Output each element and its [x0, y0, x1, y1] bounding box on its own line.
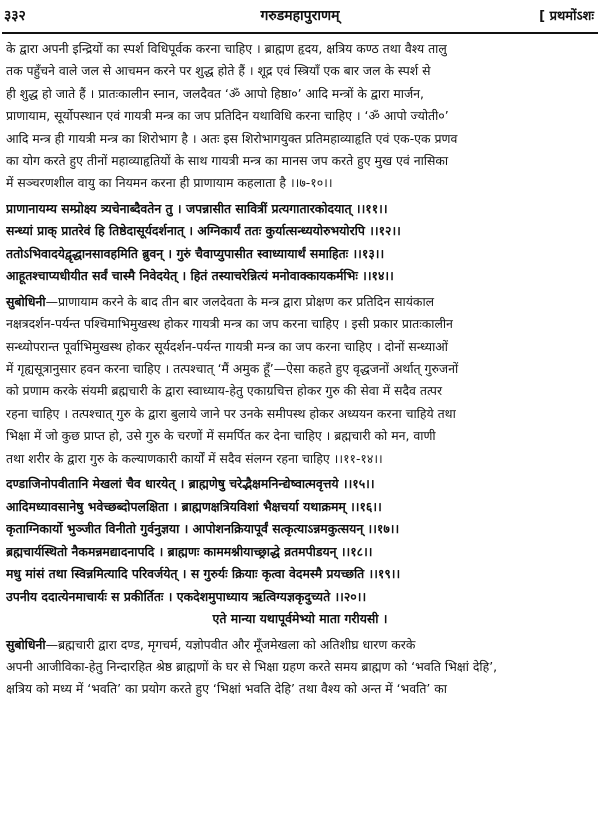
commentary-text: —प्राणायाम करने के बाद तीन बार जलदेवता के मन्त्र द्वारा प्रोक्षण कर प्रतिदिन सायंकाल [45, 293, 435, 309]
text-line: में गृह्यसूत्रानुसार हवन करना चाहिए । तत्पश्चात् ‘मैं अमुक हूँ’—ऐसा कहते हुए वृद्धजनों अर्थात् गुरुजनों [6, 361, 459, 377]
verse-line: आहूतश्चाप्यधीयीत सर्वं चास्मै निवेदयेत् । हितं तस्याचरेन्नित्यं मनोवाक्कायकर्मभिः ।।१४।। [6, 268, 394, 284]
text-line: तथा शरीर के द्वारा गुरु के कल्याणकारी कार्यों में सदैव संलग्न रहना चाहिए ।।११-१४।। [6, 450, 383, 466]
verse-line: प्राणानायम्य सम्प्रोक्ष्य त्र्यचेनाब्दैवतेन तु । जपन्नासीत सावित्रीं प्रत्यगातारकोदयात् ।।११।। [6, 200, 388, 216]
commentary-paragraph-1 [6, 291, 594, 470]
book-title: गरुडमहापुराणम् [260, 8, 340, 24]
verse-block-1 [6, 198, 594, 288]
commentary-text: —ब्रह्मचारी द्वारा दण्ड, मृगचर्म, यज्ञोपवीत और मूँजमेखला को अतिशीघ्र धारण करके [45, 636, 416, 652]
page-body [6, 38, 594, 703]
text-line: रहना चाहिए । तत्पश्चात् गुरु के द्वारा बुलाये जाने पर उनके समीपस्थ होकर अध्ययन करना चाहिये तथा [6, 405, 456, 421]
commentary-lead: सुबोधिनी [6, 636, 46, 652]
text-line: अपनी आजीविका-हेतु निन्दारहित श्रेष्ठ ब्राह्मणों के घर से भिक्षा ग्रहण करते समय ब्राह्मण को ‘भवति भिक्षां देहि’, [6, 659, 498, 674]
verse-line-centered: एते मान्या यथापूर्वमेभ्यो माता गरीयसी । [212, 611, 388, 627]
text-line: को प्रणाम करके संयमी ब्रह्मचारी के द्वारा स्वाध्याय-हेतु एकाग्रचित्त होकर गुरु की सेवा में सदैव तत्पर [6, 383, 443, 399]
verse-line: ब्रह्मचार्यस्थितो नैकमन्नमद्यादनापदि । ब्राह्मणः काममश्नीयाच्छ्राद्धे व्रतमपीडयन् ।।१८।। [6, 543, 373, 559]
text-line: सन्ध्योपरान्त पूर्वाभिमुखस्थ होकर सूर्यदर्शन-पर्यन्त गायत्री मन्त्र का जप करना चाहिए । दोनों सन्ध्याओं [6, 338, 448, 354]
commentary-lead: सुबोधिनी [6, 293, 46, 309]
verse-line: मधु मांसं तथा स्विन्नमित्यादि परिवर्जयेत् । स गुरुर्यः क्रियाः कृत्वा वेदमस्मै प्रयच्छति ।।१९।। [6, 566, 401, 582]
text-line: भिक्षा में जो कुछ प्राप्त हो, उसे गुरु के चरणों में समर्पित कर देना चाहिए । ब्रह्मचारी को मन, वाणी [6, 428, 436, 444]
text-line: आदि मन्त्र ही गायत्री मन्त्र का शिरोभाग है । अतः इस शिरोभागयुक्त प्रतिमहाव्याहृति एवं एक-एक प्रणव [6, 130, 458, 146]
text-line: के द्वारा अपनी इन्द्रियों का स्पर्श विधिपूर्वक करना चाहिए । ब्राह्मण हृदय, क्षत्रिय कण्ठ तथा वैश्य तालु [6, 41, 447, 56]
verse-line: कृताग्निकार्यो भुञ्जीत विनीतो गुर्वनुज्ञया । आपोशनक्रियापूर्वं सत्कृत्याऽन्नमकुत्सयन् ।।१७।। [6, 521, 400, 537]
text-line [6, 634, 594, 656]
verse-line: ततोऽभिवादयेद्वृद्धानसावहमिति ब्रुवन् । गुरुं चैवाप्युपासीत स्वाध्यायार्थं समाहितः ।।१३।। [6, 245, 385, 261]
text-line: तक पहुँचने वाले जल से आचमन करने पर शुद्ध होते हैं । शूद्र एवं स्त्रियाँ एक बार जल के स्पर्श से [6, 63, 431, 79]
page-number: ३३२ [4, 8, 26, 24]
text-line [6, 291, 594, 313]
verse-block-2 [6, 473, 594, 631]
verse-line: आदिमध्यावसानेषु भवेच्छब्दोपलक्षिता । ब्राह्मणक्षत्रियविशां भैक्षचर्या यथाक्रमम् ।।१६।। [6, 498, 382, 514]
verse-line: दण्डाजिनोपवीतानि मेखलां चैव धारयेत् । ब्राह्मणेषु चरेद्भैक्षमनिन्द्येष्वात्मवृत्तये ।।१५।। [6, 476, 375, 492]
text-line: ही शुद्ध हो जाते हैं । प्रातःकालीन स्नान, जलदैवत ‘ॐ आपो हिष्ठा०’ आदि मन्त्रों के द्वारा मार्जन, [6, 85, 424, 101]
text-line: क्षत्रिय को मध्य में ‘भवति’ का प्रयोग करते हुए ‘भिक्षां भवति देहि’ तथा वैश्य को अन्त में ‘भवति’ का [6, 681, 447, 697]
section-label: [ प्रथमोंऽशः [539, 9, 594, 24]
text-line: में सञ्चरणशील वायु का नियमन करना ही प्राणायाम कहलाता है ।।७-१०।। [6, 175, 333, 191]
header-rule [2, 32, 598, 34]
text-line: प्राणायाम, सूर्योपस्थान एवं गायत्री मन्त्र का जप प्रतिदिन यथाविधि करना चाहिए । ‘ॐ आपो ज्योती०’ [6, 108, 449, 124]
text-line: नक्षत्रदर्शन-पर्यन्त पश्चिमाभिमुखस्थ होकर गायत्री मन्त्र का जप करना चाहिए । इसी प्रकार प्रातःकालीन [6, 316, 453, 332]
verse-line: उपनीय ददात्येनमाचार्यः स प्रकीर्तितः । एकदेशमुपाध्याय ऋत्विग्यज्ञकृदुच्यते ।।२०।। [6, 588, 367, 604]
verse-line: सन्ध्यां प्राक् प्रातरेवं हि तिष्ठेदासूर्यदर्शनात् । अग्निकार्यं ततः कुर्यात्सन्ध्ययोरुभयोरपि ।।१२।। [6, 223, 401, 239]
page-header [0, 0, 600, 30]
commentary-paragraph-2 [6, 634, 594, 701]
text-line: का योग करते हुए तीनों महाव्याहृतियों के साथ गायत्री मन्त्र का मानस जप करते हुए मुख एवं नासिका [6, 153, 449, 169]
intro-paragraph [6, 38, 594, 195]
